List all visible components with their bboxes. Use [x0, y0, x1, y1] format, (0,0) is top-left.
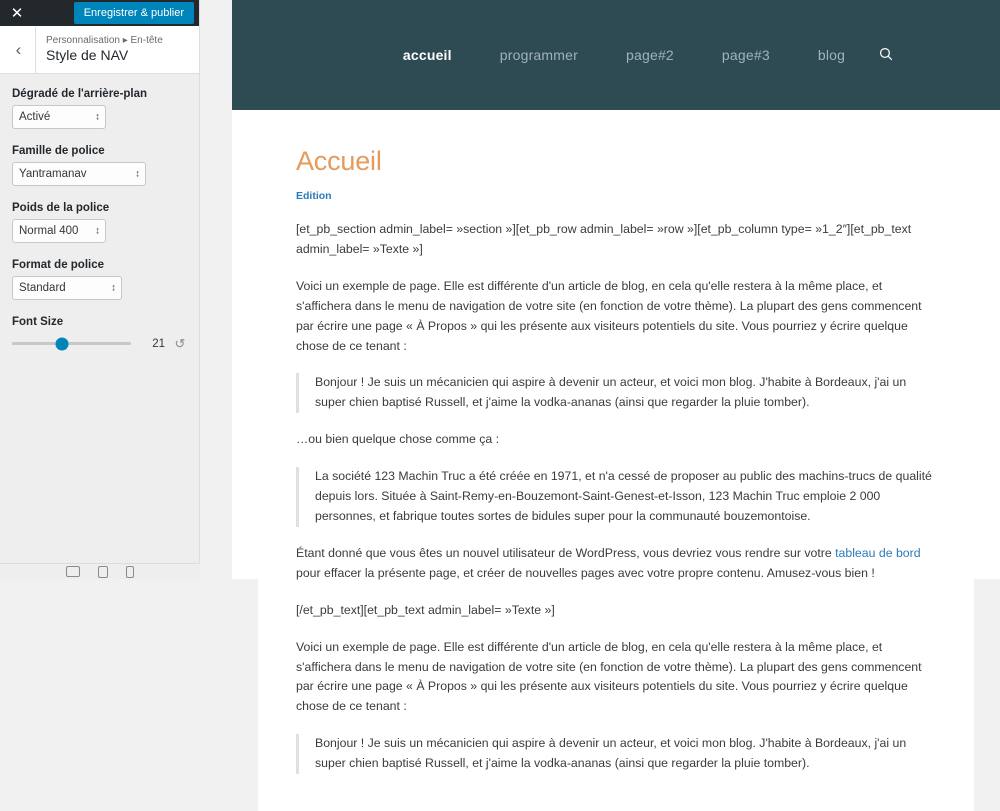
blockquote-mechanic-2 [296, 734, 936, 774]
nav-item-blog[interactable]: blog [817, 47, 846, 63]
nav-item-accueil[interactable]: accueil [402, 47, 452, 63]
control-label: Dégradé de l'arrière-plan [12, 88, 148, 100]
control-label: Format de police [12, 259, 105, 271]
paragraph-dashboard [296, 544, 936, 584]
font-family-select[interactable] [12, 162, 146, 186]
font-size-value: 21 [152, 337, 165, 350]
control-label: Poids de la police [12, 202, 110, 214]
font-weight-select[interactable] [12, 219, 106, 243]
font-style-select[interactable] [12, 276, 122, 300]
customizer-controls [0, 74, 199, 578]
control-font-weight [12, 202, 187, 243]
blockquote-text: La société 123 Machin Truc a été créée en 1971, et n'a cessé de proposer au public des machins-trucs de qualité depuis lors. Située à Saint-Remy-en-Bouzemont-Saint-Genest-et-Isson, 123 Machin Truc emploie 2 000 personnes, et fabrique toutes sortes de bidules super pour la communauté bouzemontoise. [315, 469, 932, 523]
shortcode-line: [et_pb_section admin_label= »section »][et_pb_row admin_label= »row »][et_pb_column type= »1_2″][et_pb_text admin_label= »Texte »] [296, 222, 912, 256]
background-gap [200, 0, 232, 579]
chevron-left-icon[interactable]: ‹ [2, 27, 36, 73]
paragraph-dashboard-before: Étant donné que vous êtes un nouvel utilisateur de WordPress, vous devriez vous rendre sur votre [296, 545, 836, 560]
breadcrumb: Personnalisation ▸ En-tête [46, 34, 163, 46]
save-and-publish-button[interactable]: Enregistrer & publier [74, 2, 194, 24]
nav-item-page3[interactable]: page#3 [721, 47, 770, 63]
nav-item-programmer[interactable]: programmer [499, 47, 578, 63]
background-gradient-select[interactable] [12, 105, 106, 129]
font-size-slider[interactable] [12, 342, 131, 345]
control-font-family [12, 145, 187, 186]
blockquote-text: Bonjour ! Je suis un mécanicien qui aspire à devenir un acteur, et voici mon blog. J'habite à Bordeaux, j'ai un super chien baptisé Russell, et j'aime la vodka-ananas (ainsi que regarder la pluie tomber). [315, 736, 907, 771]
control-font-style [12, 259, 187, 300]
select-wrapper [12, 105, 106, 129]
control-font-size [12, 316, 187, 350]
page-content [258, 110, 974, 811]
desktop-preview-icon[interactable] [66, 566, 80, 577]
mobile-preview-icon[interactable] [126, 566, 134, 578]
paragraph-or-like-this: …ou bien quelque chose comme ça : [296, 432, 500, 447]
blockquote-mechanic [296, 373, 936, 413]
primary-navigation [379, 47, 893, 64]
search-icon[interactable] [869, 47, 893, 64]
shortcode-line-2: [/et_pb_text][et_pb_text admin_label= »Texte »] [296, 602, 555, 617]
control-label: Famille de police [12, 145, 105, 157]
dashboard-link[interactable]: tableau de bord [835, 545, 921, 560]
select-wrapper [12, 276, 122, 300]
close-icon[interactable]: ✕ [10, 4, 24, 22]
customizer-titles [36, 35, 163, 65]
customizer-panel [0, 0, 200, 579]
paragraph-intro: Voici un exemple de page. Elle est différente d'un article de blog, en cela qu'elle restera à la même place, et s'affichera dans le menu de navigation de votre site (en fonction de votre thème). La plupart des gens commencent par écrire une page « À Propos » qui les présente aux visiteurs potentiels du site. Vous pourriez y écrire quelque chose de ce tenant : [296, 278, 922, 353]
blockquote-text: Bonjour ! Je suis un mécanicien qui aspire à devenir un acteur, et voici mon blog. J'habite à Bordeaux, j'ai un super chien baptisé Russell, et j'aime la vodka-ananas (ainsi que regarder la pluie tomber). [315, 375, 907, 410]
site-header [232, 0, 1000, 110]
edit-page-link[interactable]: Edition [296, 190, 332, 202]
device-preview-bar [0, 563, 200, 579]
control-background-gradient [12, 88, 187, 129]
tablet-preview-icon[interactable] [98, 566, 108, 578]
customizer-topbar [0, 0, 199, 26]
slider-thumb[interactable] [55, 337, 68, 350]
paragraph-intro-2: Voici un exemple de page. Elle est différente d'un article de blog, en cela qu'elle restera à la même place, et s'affichera dans le menu de navigation de votre site (en fonction de votre thème). La plupart des gens commencent par écrire une page « À Propos » qui les présente aux visiteurs potentiels du site. Vous pourriez y écrire quelque chose de ce tenant : [296, 639, 922, 714]
slider-fill [12, 342, 62, 345]
control-label: Font Size [12, 316, 64, 328]
paragraph-dashboard-after: pour effacer la présente page, et créer de nouvelles pages avec votre propre contenu. Amusez-vous bien ! [296, 565, 875, 580]
select-wrapper [12, 162, 146, 186]
select-wrapper [12, 219, 106, 243]
reset-icon[interactable]: ↺ [174, 336, 186, 351]
nav-item-page2[interactable]: page#2 [626, 47, 674, 63]
blockquote-company [296, 467, 936, 527]
font-size-slider-row [12, 337, 187, 350]
section-title: Style de NAV [46, 47, 129, 63]
page-title: Accueil [296, 146, 382, 176]
customizer-section-header [0, 26, 199, 74]
site-preview-frame [232, 0, 1000, 771]
